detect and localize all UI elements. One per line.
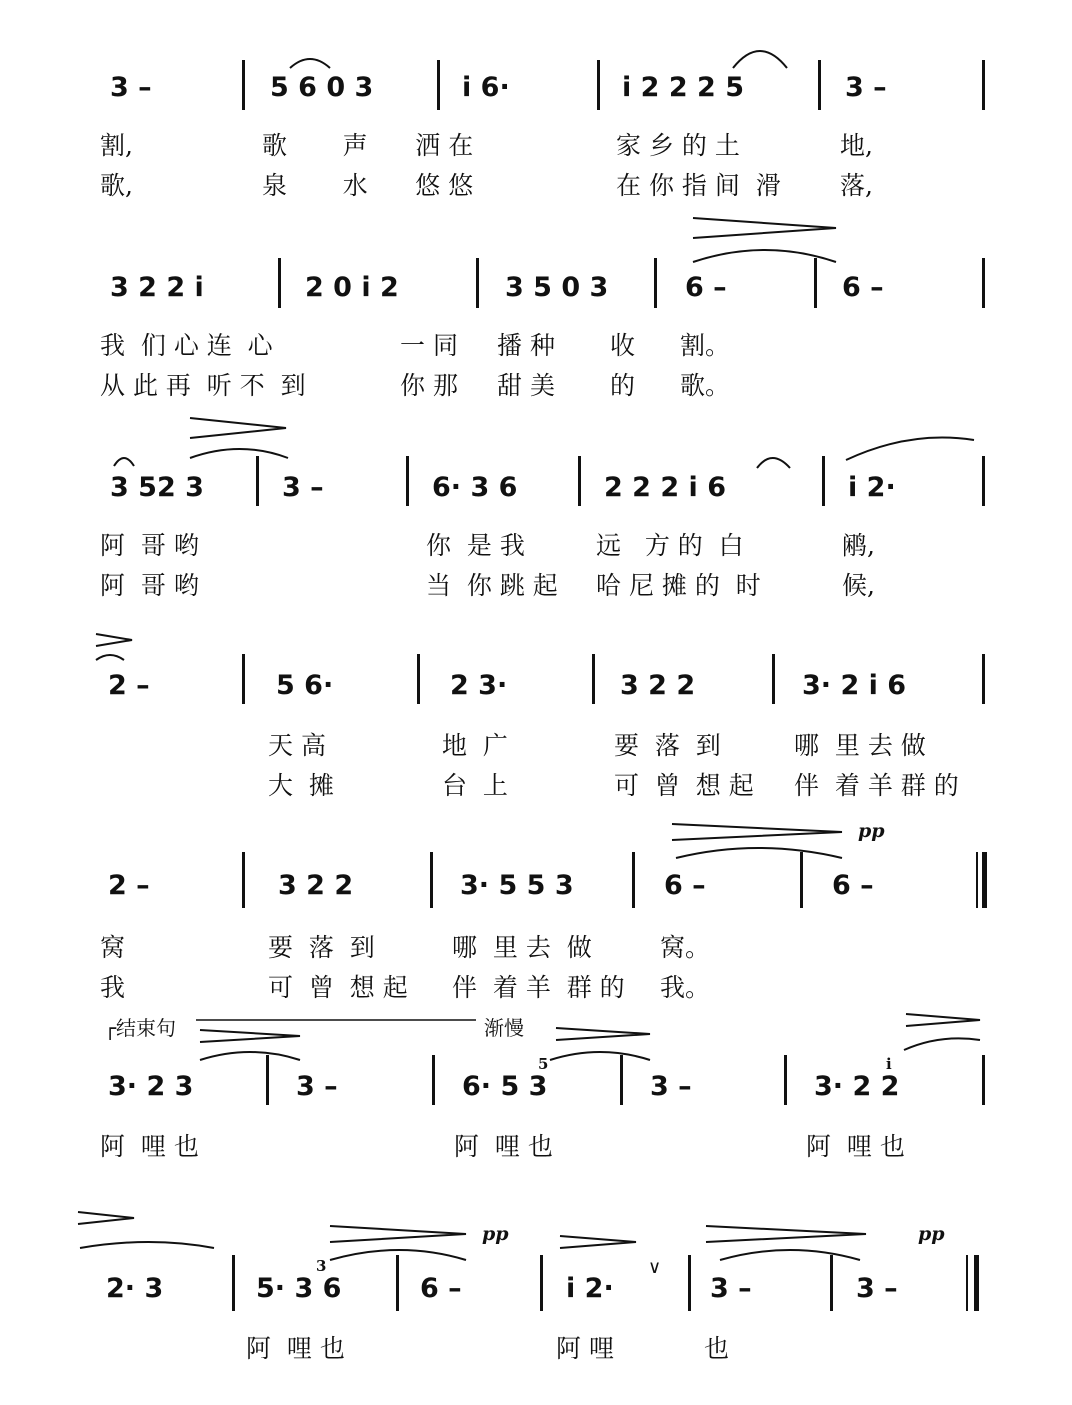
measure: 5 6· — [276, 670, 334, 701]
measure: 2· 3 — [106, 1273, 164, 1304]
lyric: 阿 哩 也 — [806, 1132, 905, 1161]
barline — [266, 1055, 269, 1105]
measure: 2 – — [108, 670, 150, 701]
lyric: 我 — [100, 973, 126, 1002]
decrescendo-icon — [706, 1226, 866, 1242]
measure: 3 – — [856, 1273, 898, 1304]
measure: 6 – — [664, 870, 706, 901]
measure: 3 – — [650, 1071, 692, 1102]
decrescendo-icon — [200, 1030, 300, 1042]
lyric: 窝。 — [660, 933, 711, 962]
lyric: 地, — [840, 131, 873, 160]
barline — [654, 258, 657, 308]
measure: 3 2 2 — [278, 870, 354, 901]
measure: 3 2 2 i — [110, 272, 204, 303]
system-4 — [0, 654, 1072, 800]
lyric: 你 那 — [400, 371, 458, 400]
barline — [822, 456, 825, 506]
measure: 3 – — [710, 1273, 752, 1304]
lyric: 哪 里 去 做 — [794, 731, 926, 760]
measure: 3 5 0 3 — [505, 272, 609, 303]
lyric: 阿 哩 也 — [100, 1132, 199, 1161]
decrescendo-icon — [190, 418, 286, 438]
barline — [620, 1055, 623, 1105]
barline — [688, 1255, 691, 1311]
lyric: 也 — [704, 1334, 730, 1363]
lyric: 要 落 到 — [614, 731, 721, 760]
measure: 6· 3 6 — [432, 472, 518, 503]
measure: 2 – — [108, 870, 150, 901]
lyric: 大 摊 — [268, 771, 334, 800]
lyric: 阿 哩 — [556, 1334, 614, 1363]
lyric: 窝 — [100, 933, 126, 962]
lyric: 歌。 — [680, 371, 731, 400]
decrescendo-icon — [556, 1028, 650, 1040]
measure: i 2· — [566, 1273, 614, 1304]
barline — [540, 1255, 543, 1311]
lyric: 我。 — [660, 973, 711, 1002]
barline — [232, 1255, 235, 1311]
lyric: 阿 哥 哟 — [100, 571, 199, 600]
barline — [396, 1255, 399, 1311]
dynamic-pp: pp — [858, 820, 885, 842]
lyric: 从 此 再 听 不 到 — [100, 371, 306, 400]
barline — [982, 1055, 985, 1105]
decrescendo-icon — [96, 634, 132, 646]
ending-bracket-icon: ┌ — [104, 1016, 117, 1040]
decrescendo-icon — [78, 1212, 134, 1224]
grace-note: i — [886, 1055, 892, 1073]
lyric: 哈 尼 摊 的 时 — [596, 571, 761, 600]
barline — [772, 654, 775, 704]
measure: 3 – — [296, 1071, 338, 1102]
lyric: 当 你 跳 起 — [426, 571, 558, 600]
measure: 3· 5 5 3 — [460, 870, 574, 901]
measure: i 6· — [462, 72, 510, 103]
measure: 3 2 2 — [620, 670, 696, 701]
barline — [430, 852, 433, 908]
barline — [432, 1055, 435, 1105]
lyric: 家 乡 的 土 — [616, 131, 740, 160]
measure: i 2· — [848, 472, 896, 503]
grace-note: 3 — [316, 1257, 327, 1275]
dynamic-pp: pp — [482, 1223, 509, 1245]
lyric: 阿 哥 哟 — [100, 531, 199, 560]
barline — [242, 654, 245, 704]
measure: 3· 2 i 6 — [802, 670, 907, 701]
barline — [830, 1255, 833, 1311]
decrescendo-icon — [560, 1236, 636, 1248]
lyric: 鹇, — [842, 531, 875, 560]
measure: 5· 3 6 — [256, 1273, 342, 1304]
barline — [278, 258, 281, 308]
barline — [242, 852, 245, 908]
lyric: 阿 哩 也 — [454, 1132, 553, 1161]
barline — [597, 60, 600, 110]
ending-label: 结束句 — [116, 1016, 177, 1040]
measure: 6· 5 3 — [462, 1071, 548, 1102]
measure: 3· 2 2 — [814, 1071, 900, 1102]
lyric: 哪 里 去 做 — [452, 933, 592, 962]
lyric: 要 落 到 — [268, 933, 375, 962]
lyric: 歌 声 洒 在 — [262, 131, 474, 160]
measure: 5 6 0 3 — [270, 72, 374, 103]
final-barline — [974, 1255, 979, 1311]
lyric: 泉 水 悠 悠 — [262, 171, 474, 200]
barline — [818, 60, 821, 110]
barline — [476, 258, 479, 308]
system-2 — [0, 258, 1072, 398]
barline — [437, 60, 440, 110]
barline — [800, 852, 803, 908]
lyric: 甜 美 — [497, 371, 555, 400]
tempo-label: 渐慢 — [484, 1016, 524, 1040]
barline — [632, 852, 635, 908]
barline — [784, 1055, 787, 1105]
tie-icon — [904, 1038, 980, 1050]
lyric: 地 广 — [442, 731, 508, 760]
ending-bracket-label — [104, 1012, 176, 1041]
barline — [256, 456, 259, 506]
barline — [982, 258, 985, 308]
lyric: 收 — [610, 331, 636, 360]
lyric: 伴 着 羊 群 的 — [452, 973, 625, 1002]
lyric: 可 曾 想 起 — [614, 771, 754, 800]
measure: 3· 2 3 — [108, 1071, 194, 1102]
measure: 6 – — [832, 870, 874, 901]
lyric: 远 方 的 白 — [596, 531, 744, 560]
system-6 — [0, 1055, 1072, 1165]
system-1 — [0, 60, 1072, 200]
barline — [982, 456, 985, 506]
lyric: 台 上 — [442, 771, 508, 800]
measure: 2 2 2 i 6 — [604, 472, 727, 503]
measure: 6 – — [842, 272, 884, 303]
lyric: 阿 哩 也 — [246, 1334, 345, 1363]
measure: 6 – — [420, 1273, 462, 1304]
breath-mark-icon: ∨ — [648, 1257, 662, 1278]
lyric: 一 同 — [400, 331, 458, 360]
measure: 3 – — [845, 72, 887, 103]
lyric: 可 曾 想 起 — [268, 973, 408, 1002]
lyric: 伴 着 羊 群 的 — [794, 771, 959, 800]
lyric: 落, — [840, 171, 873, 200]
barline — [242, 60, 245, 110]
lyric: 天 高 — [268, 731, 326, 760]
barline — [417, 654, 420, 704]
final-barline — [966, 1255, 968, 1311]
lyric: 播 种 — [497, 331, 555, 360]
decrescendo-icon — [330, 1226, 466, 1242]
measure: 3 52 3 — [110, 472, 204, 503]
lyric: 候, — [842, 571, 875, 600]
lyric: 的 — [610, 371, 636, 400]
decrescendo-icon — [906, 1014, 980, 1026]
lyric: 我 们 心 连 心 — [100, 331, 273, 360]
barline — [982, 60, 985, 110]
lyric: 割, — [100, 131, 133, 160]
system-7 — [0, 1223, 1072, 1365]
barline — [406, 456, 409, 506]
measure: 3 – — [282, 472, 324, 503]
measure: 2 3· — [450, 670, 508, 701]
decrescendo-icon — [672, 824, 842, 840]
lyric: 割。 — [680, 331, 731, 360]
lyric: 在 你 指 间 滑 — [616, 171, 781, 200]
lyric: 你 是 我 — [426, 531, 525, 560]
barline — [982, 654, 985, 704]
repeat-barline — [976, 852, 978, 908]
tie-icon — [80, 1242, 214, 1248]
measure: 3 – — [110, 72, 152, 103]
system-3 — [0, 456, 1072, 600]
grace-note: 5 — [538, 1055, 549, 1073]
barline — [592, 654, 595, 704]
barline — [578, 456, 581, 506]
measure: 6 – — [685, 272, 727, 303]
lyric: 歌, — [100, 171, 133, 200]
dynamic-pp: pp — [918, 1223, 945, 1245]
decrescendo-icon — [693, 218, 836, 238]
system-5 — [0, 820, 1072, 1002]
repeat-barline — [982, 852, 987, 908]
measure: i 2 2 2 5 — [622, 72, 745, 103]
barline — [814, 258, 817, 308]
measure: 2 0 i 2 — [305, 272, 399, 303]
